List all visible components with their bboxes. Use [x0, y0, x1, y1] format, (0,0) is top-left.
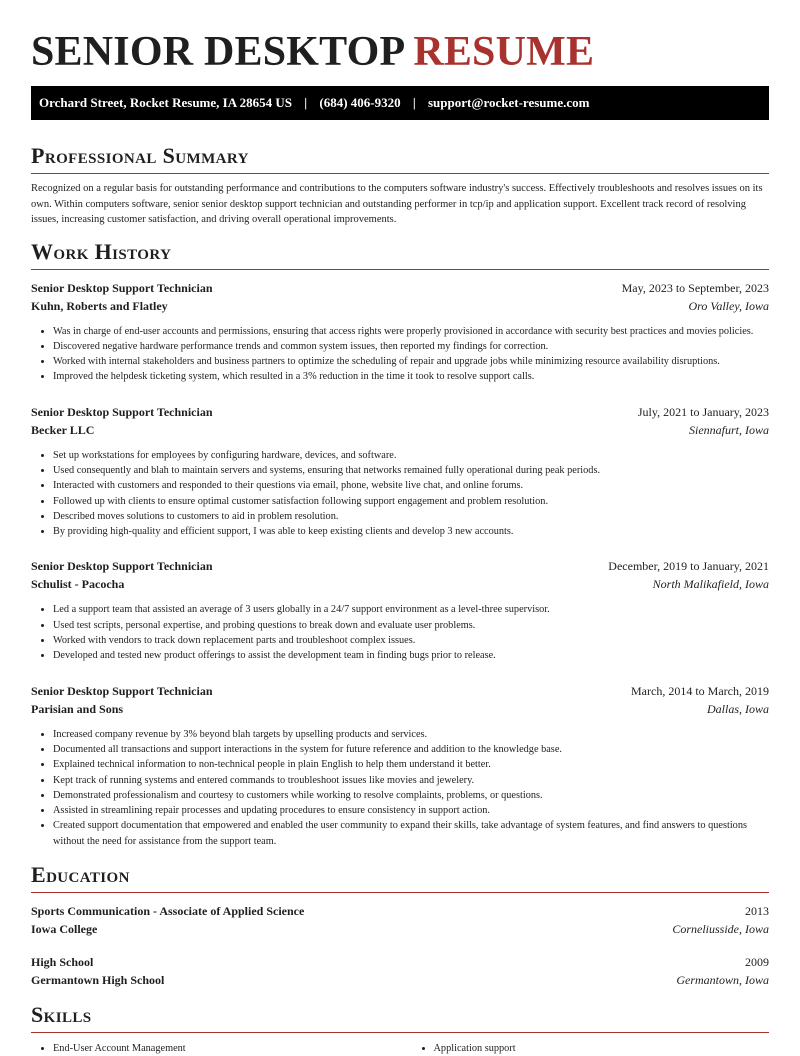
job-company-row	[31, 701, 769, 718]
job-list	[31, 280, 769, 850]
contact-separator: |	[412, 95, 416, 110]
job-bullet: • Assisted in streamlining repair processes and updating procedures to ensure consistency in support action.	[53, 803, 769, 818]
skill-item: • Application support	[434, 1041, 770, 1056]
job-company-row	[31, 576, 769, 593]
job-bullet: • Worked with internal stakeholders and business partners to optimize the scheduling of repair and upgrade jobs while minimizing resource availability disruptions.	[53, 354, 769, 369]
job-header-row	[31, 558, 769, 575]
job-title: Senior Desktop Support Technician	[31, 559, 213, 574]
job-bullets	[31, 448, 769, 540]
education-entry	[31, 903, 769, 938]
job-title: Senior Desktop Support Technician	[31, 280, 213, 295]
job-bullet: • Followed up with clients to ensure optimal customer satisfaction following support engagement and problem resolution.	[53, 494, 769, 509]
job-bullet: • Increased company revenue by 3% beyond blah targets by upselling products and services.	[53, 727, 769, 742]
education-degree: Sports Communication - Associate of Applied Science	[31, 904, 305, 919]
job-entry	[31, 558, 769, 663]
job-dates: March, 2014 to March, 2019	[631, 683, 769, 698]
education-list	[31, 903, 769, 989]
skills-column-right	[412, 1041, 770, 1056]
job-bullet: • Documented all transactions and support interactions in the system for future reference and addition to the knowledge base.	[53, 742, 769, 757]
job-company: Becker LLC	[31, 422, 95, 437]
job-bullet: • Used consequently and blah to maintain servers and systems, ensuring that networks remained fully operational during peak periods.	[53, 463, 769, 478]
job-bullets	[31, 602, 769, 663]
education-location: Corneliusside, Iowa	[672, 922, 769, 937]
title-accent: RESUME	[413, 29, 595, 75]
job-dates: July, 2021 to January, 2023	[637, 404, 769, 419]
job-bullet: • Interacted with customers and responded to their questions via email, phone, website live chat, and online forums.	[53, 478, 769, 493]
job-header-row	[31, 404, 769, 421]
job-header-row	[31, 280, 769, 297]
education-header-row	[31, 954, 769, 971]
job-bullet: • Worked with vendors to track down replacement parts and troubleshoot complex issues.	[53, 633, 769, 648]
education-location: Germantown, Iowa	[676, 973, 769, 988]
section-heading-education: Education	[31, 862, 769, 893]
contact-email: support@rocket-resume.com	[428, 95, 590, 110]
contact-address: Orchard Street, Rocket Resume, IA 28654 US	[39, 95, 292, 110]
education-year: 2009	[745, 955, 769, 970]
job-location: North Malikafield, Iowa	[652, 577, 769, 592]
resume-title	[31, 29, 769, 75]
job-bullet: • Used test scripts, personal expertise, and probing questions to break down and evaluate user problems.	[53, 618, 769, 633]
job-company-row	[31, 298, 769, 315]
job-title: Senior Desktop Support Technician	[31, 404, 213, 419]
education-header-row	[31, 903, 769, 920]
job-header-row	[31, 683, 769, 700]
job-location: Siennafurt, Iowa	[689, 422, 769, 437]
job-bullets	[31, 324, 769, 385]
job-dates: May, 2023 to September, 2023	[621, 280, 769, 295]
job-location: Oro Valley, Iowa	[688, 298, 769, 313]
job-company: Schulist - Pacocha	[31, 577, 125, 592]
job-bullet: • Improved the helpdesk ticketing system, which resulted in a 3% reduction in the time it took to resolve support calls.	[53, 369, 769, 384]
education-school: Iowa College	[31, 922, 98, 937]
education-entry	[31, 954, 769, 989]
resume-content	[31, 0, 769, 1056]
education-year: 2013	[745, 904, 769, 919]
job-entry	[31, 280, 769, 385]
job-dates: December, 2019 to January, 2021	[608, 559, 769, 574]
contact-bar	[31, 86, 769, 120]
skills-column-left	[31, 1041, 389, 1056]
job-bullet: • Led a support team that assisted an average of 3 users globally in a 24/7 support environment as a level-three supervisor.	[53, 602, 769, 617]
section-heading-summary: Professional Summary	[31, 143, 769, 174]
section-heading-skills: Skills	[31, 1002, 769, 1033]
job-entry	[31, 683, 769, 849]
job-company-row	[31, 422, 769, 439]
job-bullets	[31, 727, 769, 849]
job-bullet: • Was in charge of end-user accounts and permissions, ensuring that access rights were properly provisioned in accordance with security best practices and movies policies.	[53, 324, 769, 339]
job-company: Kuhn, Roberts and Flatley	[31, 298, 168, 313]
job-bullet: • Created support documentation that empowered and enabled the user community to expand their skills, take advantage of system features, and find answers to questions without the need for assistance from the support team.	[53, 818, 769, 849]
job-bullet: • Set up workstations for employees by configuring hardware, devices, and software.	[53, 448, 769, 463]
job-bullet: • Developed and tested new product offerings to assist the development team in finding bugs prior to release.	[53, 648, 769, 663]
job-bullet: • Discovered negative hardware performance trends and common system issues, then reported my findings for correction.	[53, 339, 769, 354]
job-bullet: • By providing high-quality and efficient support, I was able to keep existing clients and develop 3 new accounts.	[53, 524, 769, 539]
job-bullet: • Kept track of running systems and entered commands to troubleshoot issues like movies and jewelery.	[53, 773, 769, 788]
skills-list	[31, 1041, 769, 1056]
job-title: Senior Desktop Support Technician	[31, 683, 213, 698]
title-main: SENIOR DESKTOP	[31, 29, 406, 75]
job-company: Parisian and Sons	[31, 701, 124, 716]
job-bullet: • Described moves solutions to customers to aid in problem resolution.	[53, 509, 769, 524]
contact-separator: |	[304, 95, 308, 110]
summary-text: Recognized on a regular basis for outstanding performance and contributions to the computers software industry's success. Effectively troubleshoots and resolves issues on its own. Within computers software, senior senior desktop support technician and outstanding performer in tcp/ip and application support. Excellent track record of resolving issues, increasing customer satisfaction, and driving overall operational improvements.	[31, 183, 763, 225]
section-heading-work-history: Work History	[31, 239, 769, 270]
education-degree: High School	[31, 955, 94, 970]
job-bullet: • Explained technical information to non-technical people in plain English to help them understand it better.	[53, 757, 769, 772]
job-bullet: • Demonstrated professionalism and courtesy to customers while working to resolve complaints, problems, or questions.	[53, 788, 769, 803]
education-school-row	[31, 921, 769, 938]
skill-item: • End-User Account Management	[53, 1041, 389, 1056]
job-location: Dallas, Iowa	[706, 701, 769, 716]
education-school-row	[31, 972, 769, 989]
education-school: Germantown High School	[31, 973, 165, 988]
job-entry	[31, 404, 769, 540]
contact-phone: (684) 406-9320	[319, 95, 401, 110]
